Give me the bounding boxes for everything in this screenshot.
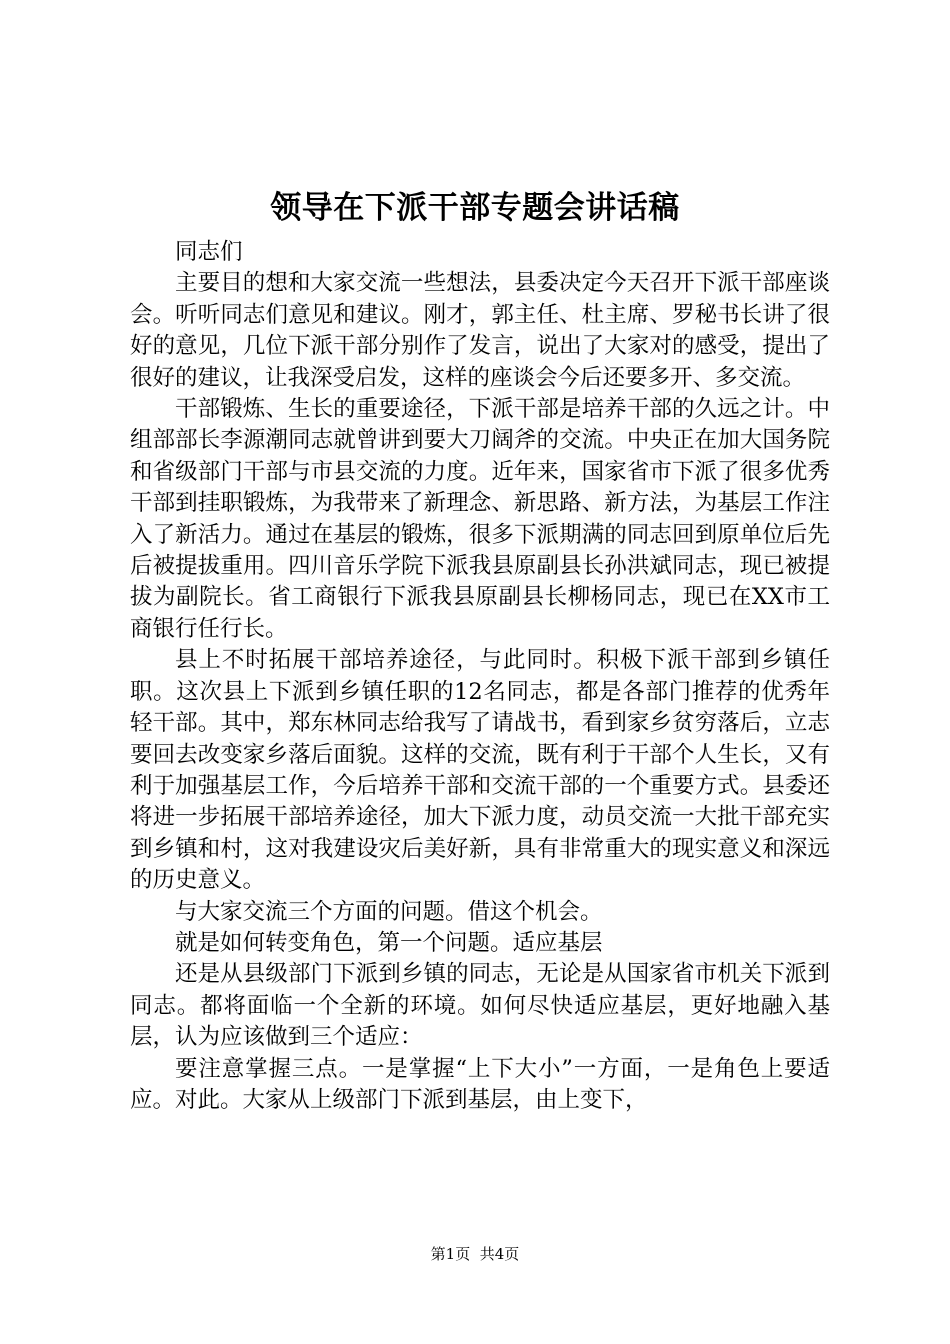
page-footer <box>0 1244 950 1264</box>
page-total: 共4页 <box>479 1245 520 1263</box>
paragraph: 与大家交流三个方面的问题。借这个机会。 <box>175 898 603 925</box>
paragraph: 县上不时拓展干部培养途径，与此同时。积极下派干部到乡镇任职。这次县上下派到乡镇任职的12名同志，都是各部门推荐的优秀年轻干部。其中，郑东林同志给我写了请战书，看到家乡贫穷落后，立志要回去改变家乡落后面貌。这样的交流，既有利于干部个人生长，又有利于加强基层工作，今后培养干部和交流干部的一个重要方式。县委还将进一步拓展干部培养途径，加大下派力度，动员交流一大批干部充实到乡镇和村，这对我建设灾后美好新，具有非常重大的现实意义和深远的历史意义。 <box>130 647 830 894</box>
paragraph: 干部锻炼、生长的重要途径，下派干部是培养干部的久远之计。中组部部长李源潮同志就曾讲到要大刀阔斧的交流。中央正在加大国务院和省级部门干部与市县交流的力度。近年来，国家省市下派了很多优秀干部到挂职锻炼，为我带来了新理念、新思路、新方法，为基层工作注入了新活力。通过在基层的锻炼，很多下派期满的同志回到原单位后先后被提拔重用。四川音乐学院下派我县原副县长孙洪斌同志，现已被提拔为副院长。省工商银行下派我县原副县长柳杨同志，现已在XX市工商银行任行长。 <box>130 396 830 642</box>
paragraph: 就是如何转变角色，第一个问题。适应基层 <box>175 929 603 956</box>
document-body <box>130 237 830 1116</box>
paragraph: 还是从县级部门下派到乡镇的同志，无论是从国家省市机关下派到同志。都将面临一个全新的环境。如何尽快适应基层，更好地融入基层，认为应该做到三个适应： <box>130 961 830 1051</box>
paragraph: 要注意掌握三点。一是掌握“上下大小”一方面，一是角色上要适应。对此。大家从上级部门下派到基层，由上变下， <box>130 1055 830 1113</box>
paragraph: 主要目的想和大家交流一些想法，县委决定今天召开下派干部座谈会。听听同志们意见和建议。刚才，郭主任、杜主席、罗秘书长讲了很好的意见，几位下派干部分别作了发言，说出了大家对的感受，提出了很好的建议，让我深受启发，这样的座谈会今后还要多开、多交流。 <box>130 270 830 391</box>
paragraph-salutation: 同志们 <box>175 239 243 265</box>
document-title: 领导在下派干部专题会讲话稿 <box>270 190 680 226</box>
page-number: 第1页 <box>430 1245 471 1263</box>
